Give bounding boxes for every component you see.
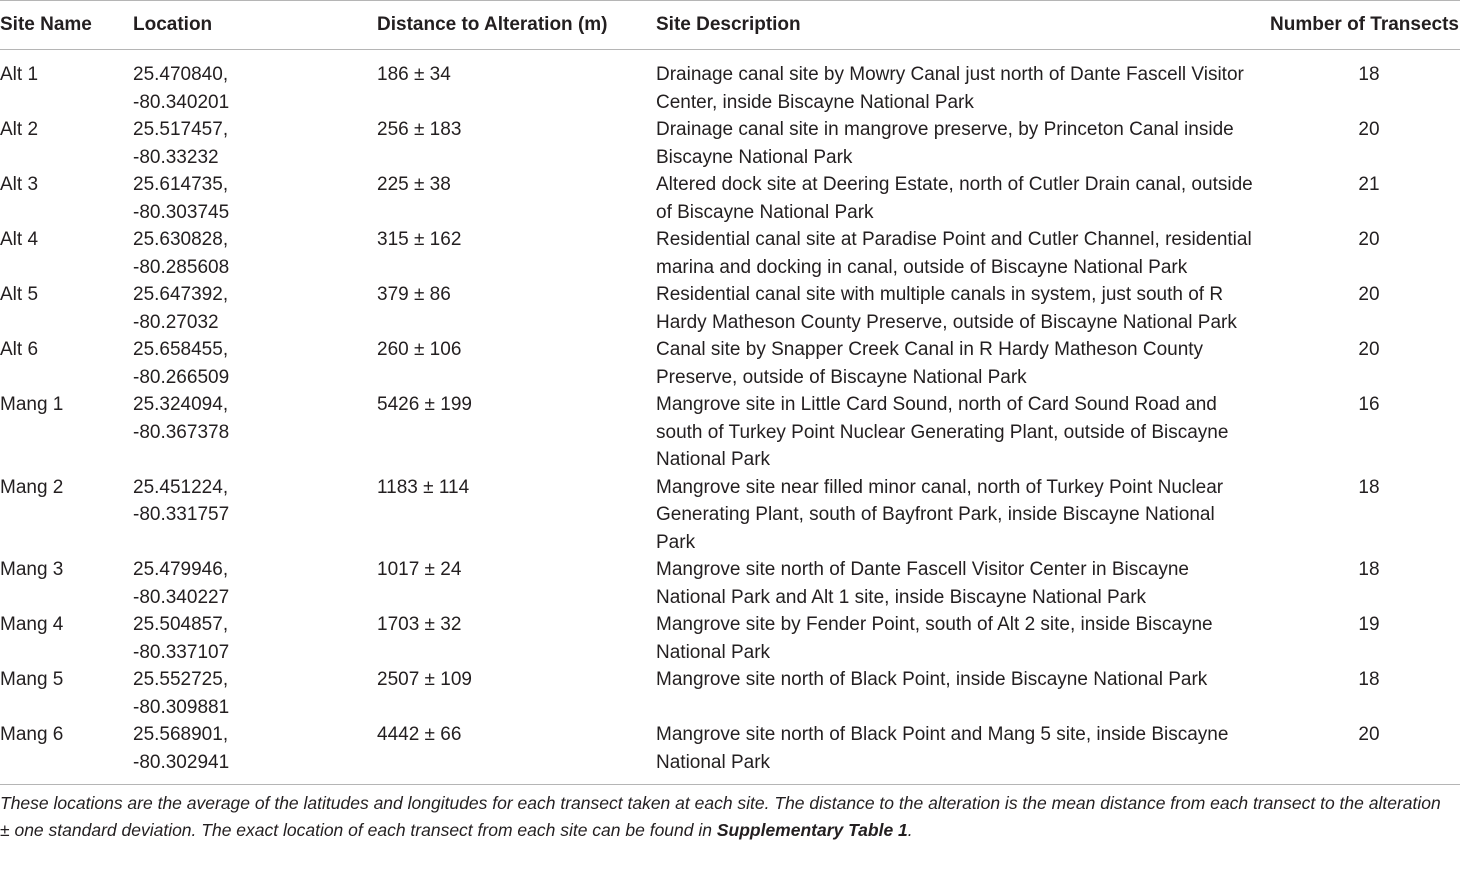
cell-transects xyxy=(1260,281,1460,336)
cell-location xyxy=(133,336,377,391)
table-header xyxy=(0,1,1460,50)
table-row xyxy=(0,50,1460,117)
cell-site-name-name: Alt 1 xyxy=(0,64,39,85)
cell-distance-distance: 1703 ± 32 xyxy=(377,614,462,635)
table-row xyxy=(0,226,1460,281)
cell-transects-transects: 18 xyxy=(1358,64,1380,85)
cell-transects-transects: 20 xyxy=(1358,229,1380,250)
cell-distance xyxy=(377,666,656,721)
cell-location xyxy=(133,171,377,226)
cell-location-lon: -80.27032 xyxy=(133,311,219,333)
footnote-end: . xyxy=(907,820,913,840)
cell-site-name xyxy=(0,474,133,557)
cell-transects-transects: 18 xyxy=(1358,476,1380,498)
cell-location xyxy=(133,281,377,336)
cell-site-name xyxy=(0,281,133,336)
cell-transects-transects: 18 xyxy=(1358,559,1380,580)
cell-transects xyxy=(1260,171,1460,226)
cell-distance-distance: 379 ± 86 xyxy=(377,284,451,305)
cell-location xyxy=(133,391,377,474)
cell-location-lon: -80.309881 xyxy=(133,696,230,718)
cell-description xyxy=(656,281,1260,336)
cell-site-name-name: Mang 1 xyxy=(0,394,64,415)
cell-description xyxy=(656,226,1260,281)
cell-transects xyxy=(1260,336,1460,391)
cell-transects-transects: 18 xyxy=(1358,669,1380,690)
cell-transects-transects: 20 xyxy=(1358,339,1380,360)
cell-description-description: Residential canal site at Paradise Point and Cutler Channel, residential marina and docking in canal, outside of Biscayne National Park xyxy=(656,229,1252,278)
cell-transects-transects: 20 xyxy=(1358,119,1380,140)
cell-transects-transects: 19 xyxy=(1358,614,1380,635)
cell-distance-distance: 260 ± 106 xyxy=(377,339,462,360)
cell-location xyxy=(133,50,377,117)
cell-distance-distance: 256 ± 183 xyxy=(377,119,462,140)
cell-distance-distance: 1017 ± 24 xyxy=(377,559,462,580)
cell-description-description: Mangrove site north of Black Point, inside Biscayne National Park xyxy=(656,669,1208,690)
cell-site-name-name: Mang 5 xyxy=(0,669,64,690)
cell-location-lon: -80.303745 xyxy=(133,201,230,223)
cell-site-name-name: Alt 6 xyxy=(0,339,39,360)
cell-location-lat: 25.451224, xyxy=(133,476,229,498)
cell-description xyxy=(656,611,1260,666)
header-description: Site Description xyxy=(656,14,801,36)
cell-transects xyxy=(1260,666,1460,721)
cell-transects-transects: 16 xyxy=(1358,394,1380,415)
cell-distance xyxy=(377,50,656,117)
cell-description-description: Mangrove site north of Black Point and Mang 5 site, inside Biscayne National Park xyxy=(656,724,1229,773)
cell-site-name-name: Alt 4 xyxy=(0,229,39,250)
cell-location-lon: -80.33232 xyxy=(133,146,219,168)
cell-location xyxy=(133,556,377,611)
cell-site-name-name: Alt 2 xyxy=(0,119,39,140)
cell-distance xyxy=(377,226,656,281)
header-row xyxy=(0,1,1460,50)
cell-transects-transects: 21 xyxy=(1358,174,1380,195)
cell-transects xyxy=(1260,474,1460,557)
cell-site-name xyxy=(0,226,133,281)
table-row xyxy=(0,391,1460,474)
cell-location-lat: 25.552725, xyxy=(133,669,229,690)
cell-distance xyxy=(377,336,656,391)
table-row xyxy=(0,171,1460,226)
cell-location xyxy=(133,611,377,666)
cell-description xyxy=(656,336,1260,391)
cell-location-lon: -80.367378 xyxy=(133,421,230,443)
cell-location-lon: -80.340227 xyxy=(133,586,230,608)
cell-distance xyxy=(377,556,656,611)
cell-description xyxy=(656,116,1260,171)
cell-location-lat: 25.630828, xyxy=(133,229,229,250)
footnote-text: These locations are the average of the latitudes and longitudes for each transect taken at each site. The distance to the alteration is the mean distance from each transect to the alteration ± one standard deviation. The exact location of each transect from each site can be found in xyxy=(0,793,1441,840)
header-site-name: Site Name xyxy=(0,14,92,36)
header-distance: Distance to Alteration (m) xyxy=(377,14,608,36)
cell-distance-distance: 1183 ± 114 xyxy=(377,476,470,498)
table-row xyxy=(0,116,1460,171)
footnote-table-reference: Supplementary Table 1 xyxy=(716,820,908,840)
cell-location-lon: -80.266509 xyxy=(133,366,230,388)
cell-site-name-name: Mang 4 xyxy=(0,614,64,635)
cell-description xyxy=(656,666,1260,721)
cell-site-name-name: Alt 3 xyxy=(0,174,39,195)
cell-transects-transects: 20 xyxy=(1358,724,1380,745)
table-body xyxy=(0,50,1460,785)
cell-location-lat: 25.614735, xyxy=(133,174,229,195)
cell-description xyxy=(656,391,1260,474)
cell-description-description: Mangrove site in Little Card Sound, north of Card Sound Road and south of Turkey Point Nuclear Generating Plant, outside of Biscayne National Park xyxy=(656,394,1229,470)
cell-location-lon: -80.331757 xyxy=(133,504,230,525)
cell-site-name xyxy=(0,171,133,226)
cell-site-name xyxy=(0,611,133,666)
cell-description xyxy=(656,171,1260,226)
cell-transects xyxy=(1260,611,1460,666)
cell-site-name xyxy=(0,50,133,117)
cell-description xyxy=(656,50,1260,117)
cell-location xyxy=(133,116,377,171)
cell-transects xyxy=(1260,116,1460,171)
cell-location-lon: -80.340201 xyxy=(133,91,230,113)
table-row xyxy=(0,666,1460,721)
cell-location-lat: 25.470840, xyxy=(133,64,229,85)
cell-site-name xyxy=(0,391,133,474)
table-row xyxy=(0,336,1460,391)
cell-site-name xyxy=(0,336,133,391)
cell-location xyxy=(133,666,377,721)
cell-transects xyxy=(1260,556,1460,611)
cell-distance-distance: 315 ± 162 xyxy=(377,229,462,250)
cell-description-description: Drainage canal site in mangrove preserve, by Princeton Canal inside Biscayne National Park xyxy=(656,119,1234,168)
cell-distance xyxy=(377,474,656,557)
cell-transects xyxy=(1260,721,1460,785)
table-row xyxy=(0,474,1460,557)
cell-location-lat: 25.517457, xyxy=(133,119,229,140)
cell-description-description: Mangrove site by Fender Point, south of Alt 2 site, inside Biscayne National Park xyxy=(656,614,1213,663)
cell-distance-distance: 2507 ± 109 xyxy=(377,669,472,690)
header-location: Location xyxy=(133,14,213,36)
cell-location xyxy=(133,474,377,557)
cell-site-name-name: Mang 2 xyxy=(0,476,64,498)
cell-location xyxy=(133,226,377,281)
cell-location-lon: -80.302941 xyxy=(133,751,230,773)
cell-site-name xyxy=(0,556,133,611)
cell-transects-transects: 20 xyxy=(1358,284,1380,305)
table-row xyxy=(0,281,1460,336)
cell-location-lat: 25.647392, xyxy=(133,284,229,305)
cell-distance xyxy=(377,116,656,171)
cell-description-description: Mangrove site near filled minor canal, north of Turkey Point Nuclear Generating Plant, south of Bayfront Park, inside Biscayne National Park xyxy=(656,476,1224,553)
cell-distance xyxy=(377,391,656,474)
cell-distance-distance: 4442 ± 66 xyxy=(377,724,462,745)
cell-distance-distance: 5426 ± 199 xyxy=(377,394,472,415)
cell-location xyxy=(133,721,377,785)
cell-transects xyxy=(1260,391,1460,474)
cell-location-lat: 25.658455, xyxy=(133,339,229,360)
cell-distance xyxy=(377,171,656,226)
cell-description-description: Drainage canal site by Mowry Canal just north of Dante Fascell Visitor Center, inside Biscayne National Park xyxy=(656,64,1244,113)
cell-description-description: Canal site by Snapper Creek Canal in R Hardy Matheson County Preserve, outside of Biscayne National Park xyxy=(656,339,1204,388)
cell-location-lat: 25.324094, xyxy=(133,394,229,415)
cell-distance xyxy=(377,721,656,785)
table-row xyxy=(0,556,1460,611)
cell-site-name xyxy=(0,721,133,785)
cell-location-lon: -80.337107 xyxy=(133,641,230,663)
cell-site-name xyxy=(0,116,133,171)
cell-transects xyxy=(1260,226,1460,281)
cell-distance xyxy=(377,281,656,336)
cell-distance-distance: 186 ± 34 xyxy=(377,64,451,85)
cell-description xyxy=(656,474,1260,557)
table-row xyxy=(0,721,1460,785)
cell-transects xyxy=(1260,50,1460,117)
header-transects: Number of Transects xyxy=(1270,14,1459,36)
cell-description xyxy=(656,556,1260,611)
cell-site-name xyxy=(0,666,133,721)
cell-description-description: Residential canal site with multiple canals in system, just south of R Hardy Matheson County Preserve, outside of Biscayne National Park xyxy=(656,284,1237,333)
table-row xyxy=(0,611,1460,666)
cell-location-lat: 25.479946, xyxy=(133,559,229,580)
cell-description-description: Mangrove site north of Dante Fascell Visitor Center in Biscayne National Park and Alt 1 site, inside Biscayne National Park xyxy=(656,559,1189,608)
cell-location-lat: 25.504857, xyxy=(133,614,229,635)
cell-location-lat: 25.568901, xyxy=(133,724,229,745)
cell-site-name-name: Mang 6 xyxy=(0,724,64,745)
cell-distance xyxy=(377,611,656,666)
cell-site-name-name: Mang 3 xyxy=(0,559,64,580)
cell-distance-distance: 225 ± 38 xyxy=(377,174,451,195)
cell-site-name-name: Alt 5 xyxy=(0,284,39,305)
table-footnote xyxy=(0,785,1445,844)
cell-location-lon: -80.285608 xyxy=(133,256,230,278)
cell-description-description: Altered dock site at Deering Estate, north of Cutler Drain canal, outside of Biscayne National Park xyxy=(656,174,1253,223)
cell-description xyxy=(656,721,1260,785)
